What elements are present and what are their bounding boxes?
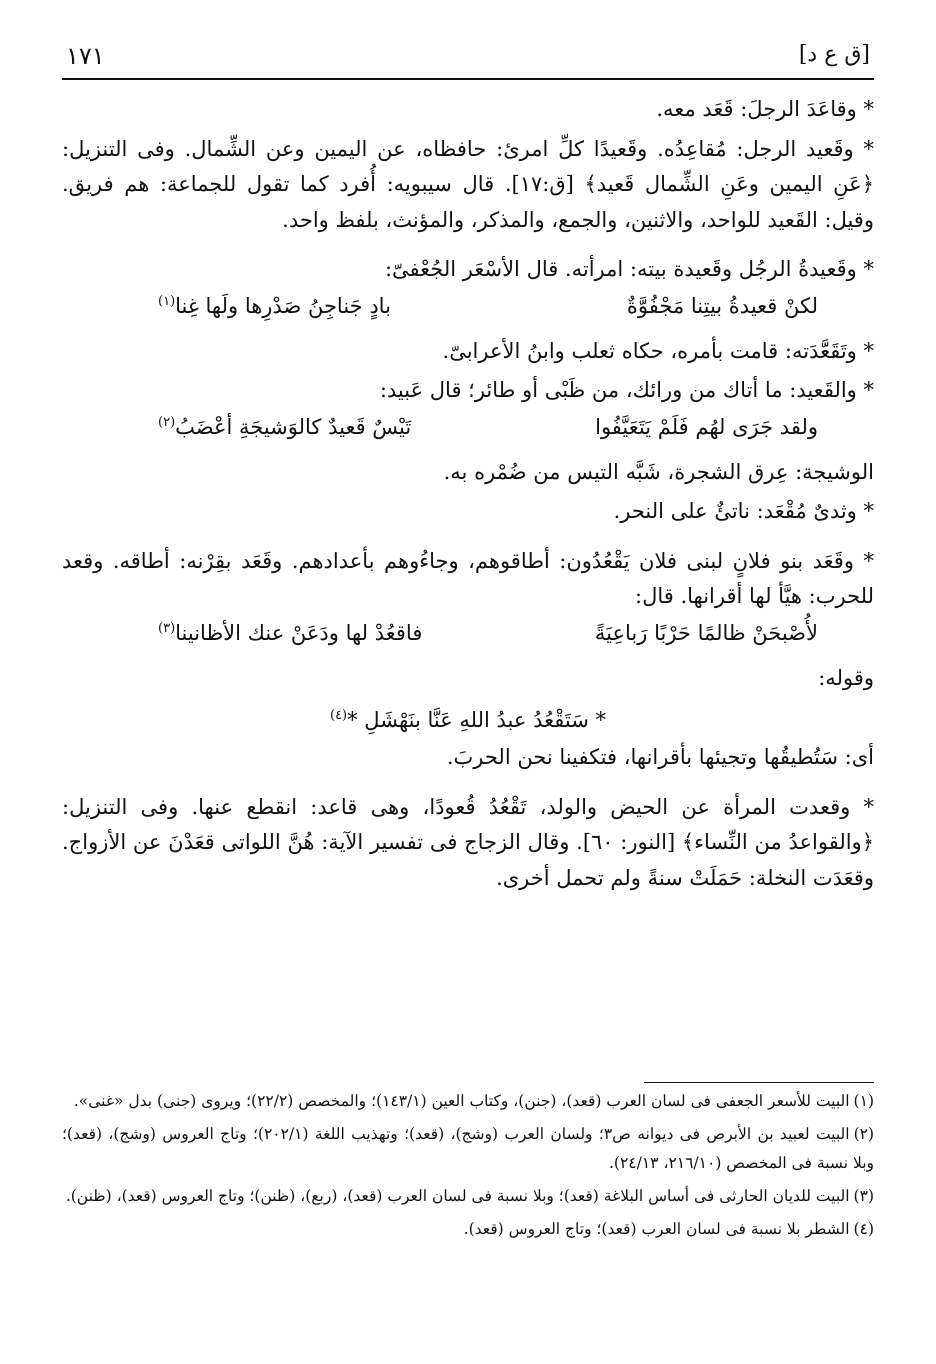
verse-3-first-hemistich: لأُصْبحَنْ ظالمًا حَرْبًا رَباعِيَةً <box>594 620 818 645</box>
paragraph-1: * وقاعَدَ الرجلَ: قَعَد معه. <box>656 97 874 121</box>
footnotes-section <box>62 1082 874 1244</box>
book-page <box>62 30 874 1350</box>
main-text <box>62 92 874 910</box>
verse-3-second-hemistich: فاقعُدْ لها ودَعَنْ عنك الأظانينا$^{(٣)}$ <box>158 620 423 645</box>
footnote-2: (٢)البيت لعبيد بن الأبرص فى ديوانه ص٣؛ ولسان العرب (وشج)، (قعد)؛ وتهذيب اللغة (٢٠٢/١)؛ وتاج العروس (وشج)، (قعد)؛ وبلا نسبة فى المخصص (٢١٦/١٠، ٢٤/١٣). <box>62 1125 875 1172</box>
footnote-ref-1: (١) <box>158 293 176 309</box>
footnote-4: (٤)الشطر بلا نسبة فى لسان العرب (قعد)؛ وتاج العروس (قعد). <box>463 1220 874 1238</box>
paragraph-5: * والقَعيد: ما أتاك من ورائك، من ظَبْى أو طائر؛ قال عَبيد: <box>379 378 874 402</box>
verse-1-first-hemistich: لكنْ قعيدةُ بيتِنا مَجْفُوَّةٌ <box>626 293 818 318</box>
paragraph-2: * وقَعيد الرجل: مُقاعِدُه. وقَعيدًا كلِّ امرئ: حافظاه، عن اليمين وعن الشِّمال. وفى التنزيل: ﴿عَنِ اليمين وعَنِ الشِّمال قَعيد﴾ [ق:١٧]. قال سيبويه: أُفرد كما تقول للجماعة: هم فريق. وقيل: القَعيد للواحد، والاثنين، والجمع، والمذكر، والمؤنث، بلفظ واحد. <box>62 136 874 232</box>
paragraph-6: الوشيجة: عِرق الشجرة، شَبَّه التيس من ضُمْره به. <box>443 459 874 484</box>
verse-1 <box>62 292 874 330</box>
page-number: ١٧١ <box>66 42 105 70</box>
footnote-ref-3: (٣) <box>158 620 176 636</box>
footnote-divider <box>644 1082 874 1083</box>
paragraph-3: * وقَعيدةُ الرجُل وقَعيدة بيته: امرأته. قال الأسْعَر الجُعْفىّ: <box>384 257 874 281</box>
paragraph-11: * وقعدت المرأة عن الحيض والولد، تَقْعُدُ قُعودًا، وهى قاعد: انقطع عنها. وفى التنزيل: ﴿والقواعدُ من النِّساء﴾ [النور: ٦٠]. وقال الزجاج فى تفسير الآية: هُنَّ اللواتى قعَدْنَ عن الأزواج. وقعَدَت النخلة: حَمَلَتْ سنةً ولم تحمل أخرى. <box>62 794 874 890</box>
paragraph-9: وقوله: <box>818 665 874 690</box>
paragraph-7: * وثدىٌ مُقْعَد: ناتئٌ على النحر. <box>613 499 874 523</box>
verse-2-second-hemistich: تَيْسٌ قَعيدٌ كالوَشيجَةِ أعْضَبُ$^{(٢)}$ <box>158 414 412 439</box>
footnote-ref-4: (٤) <box>329 708 348 723</box>
verse-3 <box>62 619 874 657</box>
verse-4-hemistich: * سَتَقْعُدُ عبدُ اللهِ عَنَّا بنَهْشَلِ *$^{(٤)}$ <box>329 708 606 732</box>
paragraph-8: * وقَعَد بنو فلانٍ لبنى فلان يَقْعُدُون: أطاقوهم، وجاءُوهم بأعدادهم. وقَعَد بقِرْنه: أطاقه. وقعد للحرب: هيَّأ لها أقرانها. قال: <box>62 548 874 608</box>
footnote-ref-2: (٢) <box>158 414 176 430</box>
footnote-3: (٣)البيت للديان الحارثى فى أساس البلاغة (قعد)؛ وبلا نسبة فى لسان العرب (قعد)، (ربع)، (ظنن)؛ وتاج العروس (قعد)، (ظنن). <box>65 1187 874 1205</box>
paragraph-10: أى: سَتُطيقُها وتجيئها بأقرانها، فتكفينا نحن الحربَ. <box>446 745 874 769</box>
verse-2-first-hemistich: ولقد جَرَى لهُم فَلَمْ يَتَعَيَّفُوا <box>595 414 818 439</box>
root-letters: [ق ع د] <box>798 42 870 67</box>
paragraph-4: * وتَقَعَّدَته: قامت بأمره، حكاه ثعلب وابنُ الأعرابىّ. <box>442 338 874 363</box>
verse-2 <box>62 413 874 451</box>
page-header <box>62 38 874 80</box>
footnote-1: (١)البيت للأسعر الجعفى فى لسان العرب (قعد)، (جنن)، وكتاب العين (١٤٣/١)؛ والمخصص (٢٢/٢)؛ ويروى (جنى) بدل «غنى». <box>73 1092 874 1110</box>
verse-1-second-hemistich: بادٍ جَناجِنُ صَدْرِها ولَها غِنا$^{(١)}$ <box>158 293 391 318</box>
